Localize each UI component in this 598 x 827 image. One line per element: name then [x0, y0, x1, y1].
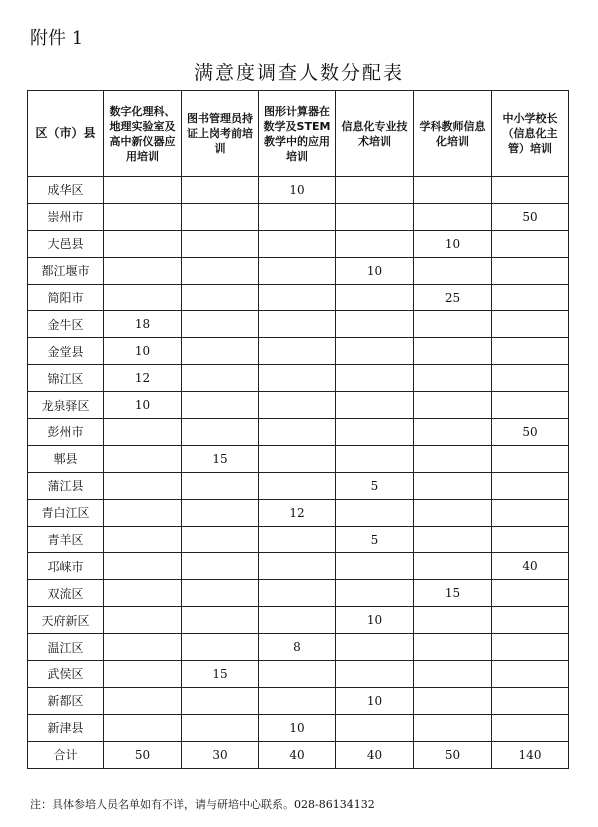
count-cell [414, 419, 492, 446]
count-cell [182, 311, 259, 338]
count-cell [182, 365, 259, 392]
count-cell [182, 687, 259, 714]
header-teacher-it-training: 学科教师信息化培训 [414, 91, 492, 177]
count-cell [182, 419, 259, 446]
count-cell [336, 580, 414, 607]
table-row [28, 714, 569, 741]
count-cell: 10 [414, 230, 492, 257]
count-cell: 10 [336, 687, 414, 714]
count-cell [104, 607, 182, 634]
count-cell [492, 661, 569, 688]
count-cell [104, 257, 182, 284]
count-cell [182, 257, 259, 284]
count-cell [259, 687, 336, 714]
district-cell: 新都区 [28, 687, 104, 714]
table-row [28, 580, 569, 607]
count-cell [336, 445, 414, 472]
count-cell [414, 392, 492, 419]
count-cell [492, 445, 569, 472]
count-cell [414, 499, 492, 526]
district-cell: 新津县 [28, 714, 104, 741]
count-cell: 10 [336, 607, 414, 634]
count-cell: 10 [259, 714, 336, 741]
table-row [28, 419, 569, 446]
count-cell [336, 634, 414, 661]
count-cell [259, 661, 336, 688]
district-cell: 简阳市 [28, 284, 104, 311]
count-cell: 10 [336, 257, 414, 284]
count-cell [336, 499, 414, 526]
table-row [28, 634, 569, 661]
count-cell [104, 230, 182, 257]
table-body [28, 177, 569, 769]
count-cell [336, 177, 414, 204]
table-row [28, 338, 569, 365]
table-row [28, 472, 569, 499]
count-cell [336, 553, 414, 580]
count-cell: 10 [104, 392, 182, 419]
count-cell [104, 284, 182, 311]
count-cell [259, 472, 336, 499]
footnote: 注：具体参培人员名单如有不详，请与研培中心联系。028-86134132 [30, 798, 375, 811]
count-cell [104, 419, 182, 446]
table-row [28, 687, 569, 714]
count-cell [414, 687, 492, 714]
count-cell: 15 [182, 445, 259, 472]
header-principal-training: 中小学校长（信息化主管）培训 [492, 91, 569, 177]
district-cell: 武侯区 [28, 661, 104, 688]
count-cell [182, 230, 259, 257]
count-cell [492, 311, 569, 338]
table-row [28, 203, 569, 230]
count-cell [259, 392, 336, 419]
district-cell: 龙泉驿区 [28, 392, 104, 419]
count-cell [414, 177, 492, 204]
count-cell: 50 [492, 203, 569, 230]
count-cell [414, 634, 492, 661]
count-cell [336, 714, 414, 741]
count-cell [492, 634, 569, 661]
district-cell: 大邑县 [28, 230, 104, 257]
count-cell [259, 284, 336, 311]
count-cell [414, 714, 492, 741]
table-row [28, 257, 569, 284]
district-cell: 蒲江县 [28, 472, 104, 499]
district-cell: 温江区 [28, 634, 104, 661]
count-cell: 10 [259, 177, 336, 204]
count-cell [492, 472, 569, 499]
count-cell [336, 230, 414, 257]
table-row [28, 526, 569, 553]
count-cell [182, 392, 259, 419]
count-cell [492, 284, 569, 311]
count-cell [492, 365, 569, 392]
count-cell: 25 [414, 284, 492, 311]
header-it-training: 信息化专业技术培训 [336, 91, 414, 177]
count-cell [259, 419, 336, 446]
district-cell: 青白江区 [28, 499, 104, 526]
district-cell: 彭州市 [28, 419, 104, 446]
count-cell [104, 472, 182, 499]
table-header-row [28, 91, 569, 177]
district-cell: 青羊区 [28, 526, 104, 553]
count-cell: 5 [336, 472, 414, 499]
count-cell [104, 203, 182, 230]
count-cell [104, 661, 182, 688]
count-cell [182, 203, 259, 230]
count-cell [259, 203, 336, 230]
count-cell: 15 [414, 580, 492, 607]
table-row [28, 311, 569, 338]
count-cell: 30 [182, 741, 259, 768]
count-cell [104, 445, 182, 472]
count-cell [259, 311, 336, 338]
table-row [28, 365, 569, 392]
count-cell [182, 526, 259, 553]
count-cell: 12 [259, 499, 336, 526]
count-cell [259, 580, 336, 607]
count-cell [414, 365, 492, 392]
count-cell: 40 [259, 741, 336, 768]
count-cell: 15 [182, 661, 259, 688]
district-cell: 天府新区 [28, 607, 104, 634]
count-cell [104, 634, 182, 661]
count-cell: 18 [104, 311, 182, 338]
count-cell [259, 526, 336, 553]
table-row [28, 392, 569, 419]
count-cell: 50 [104, 741, 182, 768]
count-cell [414, 338, 492, 365]
header-librarian-training: 图书管理员持证上岗考前培训 [182, 91, 259, 177]
table-row [28, 499, 569, 526]
district-cell: 都江堰市 [28, 257, 104, 284]
count-cell: 40 [492, 553, 569, 580]
count-cell [104, 553, 182, 580]
count-cell [492, 580, 569, 607]
count-cell [182, 284, 259, 311]
district-cell: 邛崃市 [28, 553, 104, 580]
table-row [28, 177, 569, 204]
count-cell [182, 714, 259, 741]
count-cell [492, 257, 569, 284]
count-cell: 8 [259, 634, 336, 661]
count-cell [182, 580, 259, 607]
count-cell: 12 [104, 365, 182, 392]
district-cell: 锦江区 [28, 365, 104, 392]
count-cell [259, 365, 336, 392]
count-cell [492, 607, 569, 634]
count-cell [414, 445, 492, 472]
count-cell [336, 311, 414, 338]
count-cell [104, 714, 182, 741]
table-row [28, 284, 569, 311]
table-row [28, 661, 569, 688]
count-cell [492, 687, 569, 714]
district-cell: 郫县 [28, 445, 104, 472]
count-cell [104, 526, 182, 553]
count-cell [259, 257, 336, 284]
table-row [28, 607, 569, 634]
count-cell [182, 634, 259, 661]
count-cell [259, 607, 336, 634]
header-calculator-training: 图形计算器在数学及STEM教学中的应用培训 [259, 91, 336, 177]
district-cell: 金堂县 [28, 338, 104, 365]
count-cell [414, 526, 492, 553]
count-cell [336, 419, 414, 446]
table-row [28, 230, 569, 257]
page-title: 满意度调查人数分配表 [193, 62, 404, 84]
count-cell [492, 526, 569, 553]
count-cell [336, 203, 414, 230]
header-lab-training: 数字化理科、地理实验室及高中新仪器应用培训 [104, 91, 182, 177]
header-district: 区（市）县 [28, 91, 104, 177]
count-cell [182, 177, 259, 204]
table-row [28, 445, 569, 472]
count-cell [414, 553, 492, 580]
district-cell: 双流区 [28, 580, 104, 607]
count-cell [182, 499, 259, 526]
count-cell [259, 445, 336, 472]
count-cell: 140 [492, 741, 569, 768]
count-cell [336, 661, 414, 688]
count-cell [414, 257, 492, 284]
count-cell [414, 472, 492, 499]
count-cell [492, 177, 569, 204]
count-cell [259, 553, 336, 580]
count-cell: 5 [336, 526, 414, 553]
count-cell [492, 714, 569, 741]
count-cell [336, 284, 414, 311]
allocation-table [27, 90, 569, 769]
attachment-label: 附件 1 [30, 28, 84, 49]
count-cell [104, 580, 182, 607]
count-cell [492, 230, 569, 257]
count-cell [492, 499, 569, 526]
count-cell [104, 177, 182, 204]
count-cell [414, 203, 492, 230]
count-cell [492, 392, 569, 419]
count-cell [182, 553, 259, 580]
count-cell [259, 230, 336, 257]
count-cell: 40 [336, 741, 414, 768]
table-row [28, 553, 569, 580]
count-cell [414, 311, 492, 338]
district-cell: 成华区 [28, 177, 104, 204]
table-row [28, 741, 569, 768]
count-cell [104, 687, 182, 714]
count-cell [336, 338, 414, 365]
count-cell [414, 607, 492, 634]
count-cell [336, 365, 414, 392]
count-cell [336, 392, 414, 419]
district-cell: 金牛区 [28, 311, 104, 338]
count-cell: 50 [492, 419, 569, 446]
count-cell [104, 499, 182, 526]
count-cell [182, 338, 259, 365]
count-cell [259, 338, 336, 365]
count-cell: 10 [104, 338, 182, 365]
count-cell [414, 661, 492, 688]
count-cell [492, 338, 569, 365]
count-cell: 50 [414, 741, 492, 768]
count-cell [182, 607, 259, 634]
count-cell [182, 472, 259, 499]
district-cell: 合计 [28, 741, 104, 768]
district-cell: 崇州市 [28, 203, 104, 230]
